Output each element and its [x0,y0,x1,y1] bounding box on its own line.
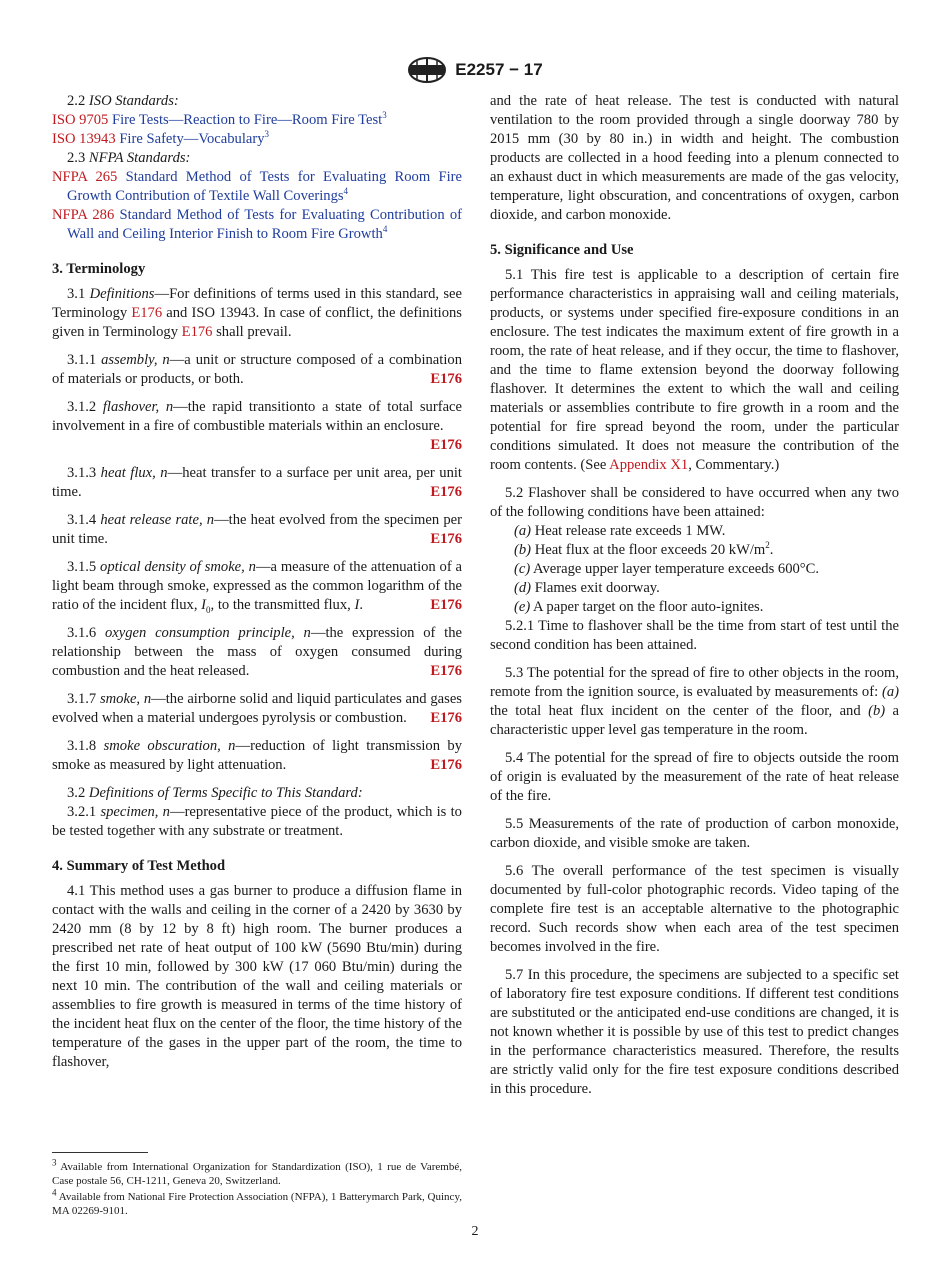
astm-logo-icon [407,56,447,84]
list-item: (a) Heat release rate exceeds 1 MW. [514,523,726,539]
definition-heat-flux: 3.1.3 heat flux, n—heat transfer to a surface per unit area, per unit time. E176 [52,465,462,500]
ref-nfpa-286[interactable]: NFPA 286 Standard Method of Tests for Evaluating Contribution of Wall and Ceiling Interior Finish to Room Fire Growth$^4$ [52,207,462,242]
ref-link-e176[interactable]: E176 [181,324,213,340]
section-2-2: 2.2 ISO Standards: [67,93,179,109]
ref-link-e176[interactable]: E176 [430,371,462,387]
definition-assembly: 3.1.1 assembly, n—a unit or structure composed of a combination of materials or products, or both. E176 [52,352,462,387]
definition-specimen: 3.2.1 specimen, n—representative piece of the product, which is to be tested together with any substrate or treatment. [52,804,462,839]
document-designation: E2257 − 17 [455,60,543,79]
definition-oxygen-consumption: 3.1.6 oxygen consumption principle, n—the expression of the relationship between the mass of oxygen consumed during combustion and the heat released. E176 [52,625,462,679]
ref-iso-9705[interactable]: ISO 9705 Fire Tests—Reaction to Fire—Room Fire Test$^3$ [52,110,387,128]
ref-link-appendix-x1[interactable]: Appendix X1 [609,457,689,473]
para-5-3: 5.3 The potential for the spread of fire to other objects in the room, remote from the ignition source, is evaluated by measurements of: (a) the total heat flux incident on the center of the floor, and (b) a characteristic upper level gas temperature in the room. [490,665,900,738]
para-5-7: 5.7 In this procedure, the specimens are subjected to a specific set of laboratory fire test exposure conditions. If different test conditions are substituted or the anticipated end-use conditions are changed, it is not known whether it is possible by use of this test to predict changes in the performance characteristics measured. Therefore, the results are strictly valid only for the fire test exposure conditions described in this procedure. [490,967,899,1097]
definition-heat-release-rate: 3.1.4 heat release rate, n—the heat evolved from the specimen per unit time. E176 [52,512,462,547]
ref-link-e176[interactable]: E176 [430,597,462,613]
definition-optical-density: 3.1.5 optical density of smoke, n—a measure of the attenuation of a light beam through smoke, expressed as the common logarithm of the ratio of the incident flux, $I_0$, to the transmitted flux, I. E176 [52,559,462,615]
section-heading-terminology: 3. Terminology [52,261,146,277]
ref-link-e176[interactable]: E176 [430,437,462,453]
para-3-1: 3.1 Definitions—For definitions of terms used in this standard, see Terminology E176 and ISO 13943. In case of conflict, the definitions given in Terminology E176 shall prevail. [52,286,462,340]
footnote-divider [52,1152,148,1153]
para-4-1: 4.1 This method uses a gas burner to produce a diffusion flame in contact with the walls and ceiling in the corner of a 2420 by 3630 by 2420 mm (8 by 12 by 8 ft) high room. The burner produces a prescribed net rate of heat output of 100 kW (5690 Btu/min) during the first 10 min, followed by 300 kW (17 060 Btu/min) during the next 10 min. The contribution of the wall and ceiling materials or assemblies to fire growth is measured in terms of the time history of the incident heat flux on the center of the floor, the time history of the temperature of the gases in the upper part of the room, the time to flashover, [52,883,462,1070]
footnote-4: $^4$ Available from National Fire Protection Association (NFPA), 1 Batterymarch Park, Quincy, MA 02269-9101. [52,1187,462,1217]
para-5-2: 5.2 Flashover shall be considered to have occurred when any two of the following conditions have been attained: [490,485,899,520]
list-item: (d) Flames exit doorway. [514,580,660,596]
section-heading-summary: 4. Summary of Test Method [52,858,226,874]
ref-link-e176[interactable]: E176 [430,484,462,500]
footnote-3: $^3$ Available from International Organization for Standardization (ISO), 1 rue de Varembé, Case postale 56, CH-1211, Geneva 20, Switzerland. [52,1157,462,1187]
page-header [0,56,950,84]
flashover-conditions-list [490,522,899,617]
ref-link-e176[interactable]: E176 [430,757,462,773]
list-item: (e) A paper target on the floor auto-ignites. [514,599,764,615]
list-item: (b) Heat flux at the floor exceeds 20 $kW/m^2$. [514,540,774,558]
ref-link-e176[interactable]: E176 [430,663,462,679]
ref-link-e176[interactable]: E176 [430,531,462,547]
para-5-1: 5.1 This fire test is applicable to a description of certain fire performance characteristics in appraising wall and ceiling materials, products, or systems under specified fire-exposure conditions in an enclosure. The test indicates the maximum extent of fire growth in a room, the rate of heat release, and if they occur, the time to flashover, and the time to flame extension beyond the doorway following flashover. It determines the extent to which the wall and ceiling materials or assemblies contribute to fire growth in a room and the potential for fire spread beyond the room, under the particular conditions simulated. It does not measure the contribution of the room contents. (See Appendix X1, Commentary.) [490,267,899,473]
para-5-2-1: 5.2.1 Time to flashover shall be the time from start of test until the second condition has been attained. [490,618,899,653]
para-5-4: 5.4 The potential for the spread of fire to objects outside the room of origin is evaluated by the measurement of the rate of heat release of the fire. [490,750,899,804]
page-number: 2 [471,1224,479,1239]
section-heading-significance: 5. Significance and Use [490,242,634,258]
ref-nfpa-265[interactable]: NFPA 265 Standard Method of Tests for Evaluating Room Fire Growth Contribution of Textile Wall Coverings$^4$ [52,169,462,204]
para-5-6: 5.6 The overall performance of the test specimen is visually documented by full-color photographic records. Video taping of the complete fire test is an acceptable alternative to the photographic record. Such records show when each area of the test specimen becomes involved in the fire. [490,863,899,955]
ref-iso-13943[interactable]: ISO 13943 Fire Safety—Vocabulary$^3$ [52,129,270,147]
definition-flashover: 3.1.2 flashover, n—the rapid transitionto a state of total surface involvement in a fire of combustible materials within an enclosure. E176 [52,399,462,453]
ref-link-e176[interactable]: E176 [430,710,462,726]
section-3-2: 3.2 Definitions of Terms Specific to This Standard: [67,785,363,801]
para-4-1-continued: and the rate of heat release. The test is conducted with natural ventilation to the room provided through a single doorway 780 by 2015 mm (30 by 80 in.) in width and height. The combustion products are collected in a hood feeding into a plenum connected to an exhaust duct in which measurements are made of the gas velocity, temperature, light obscuration, and concentrations of oxygen, carbon dioxide, and carbon monoxide. [490,93,899,223]
definition-smoke-obscuration: 3.1.8 smoke obscuration, n—reduction of light transmission by smoke as measured by light attenuation. E176 [52,738,462,773]
left-column [52,92,462,1072]
section-2-3: 2.3 NFPA Standards: [67,150,191,166]
para-5-5: 5.5 Measurements of the rate of production of carbon monoxide, carbon dioxide, and visible smoke are taken. [490,816,899,851]
definition-smoke: 3.1.7 smoke, n—the airborne solid and liquid particulates and gases evolved when a material undergoes pyrolysis or combustion. E176 [52,691,462,726]
right-column [490,92,899,1099]
list-item: (c) Average upper layer temperature exceeds 600°C. [514,561,819,577]
ref-link-e176[interactable]: E176 [131,305,163,321]
